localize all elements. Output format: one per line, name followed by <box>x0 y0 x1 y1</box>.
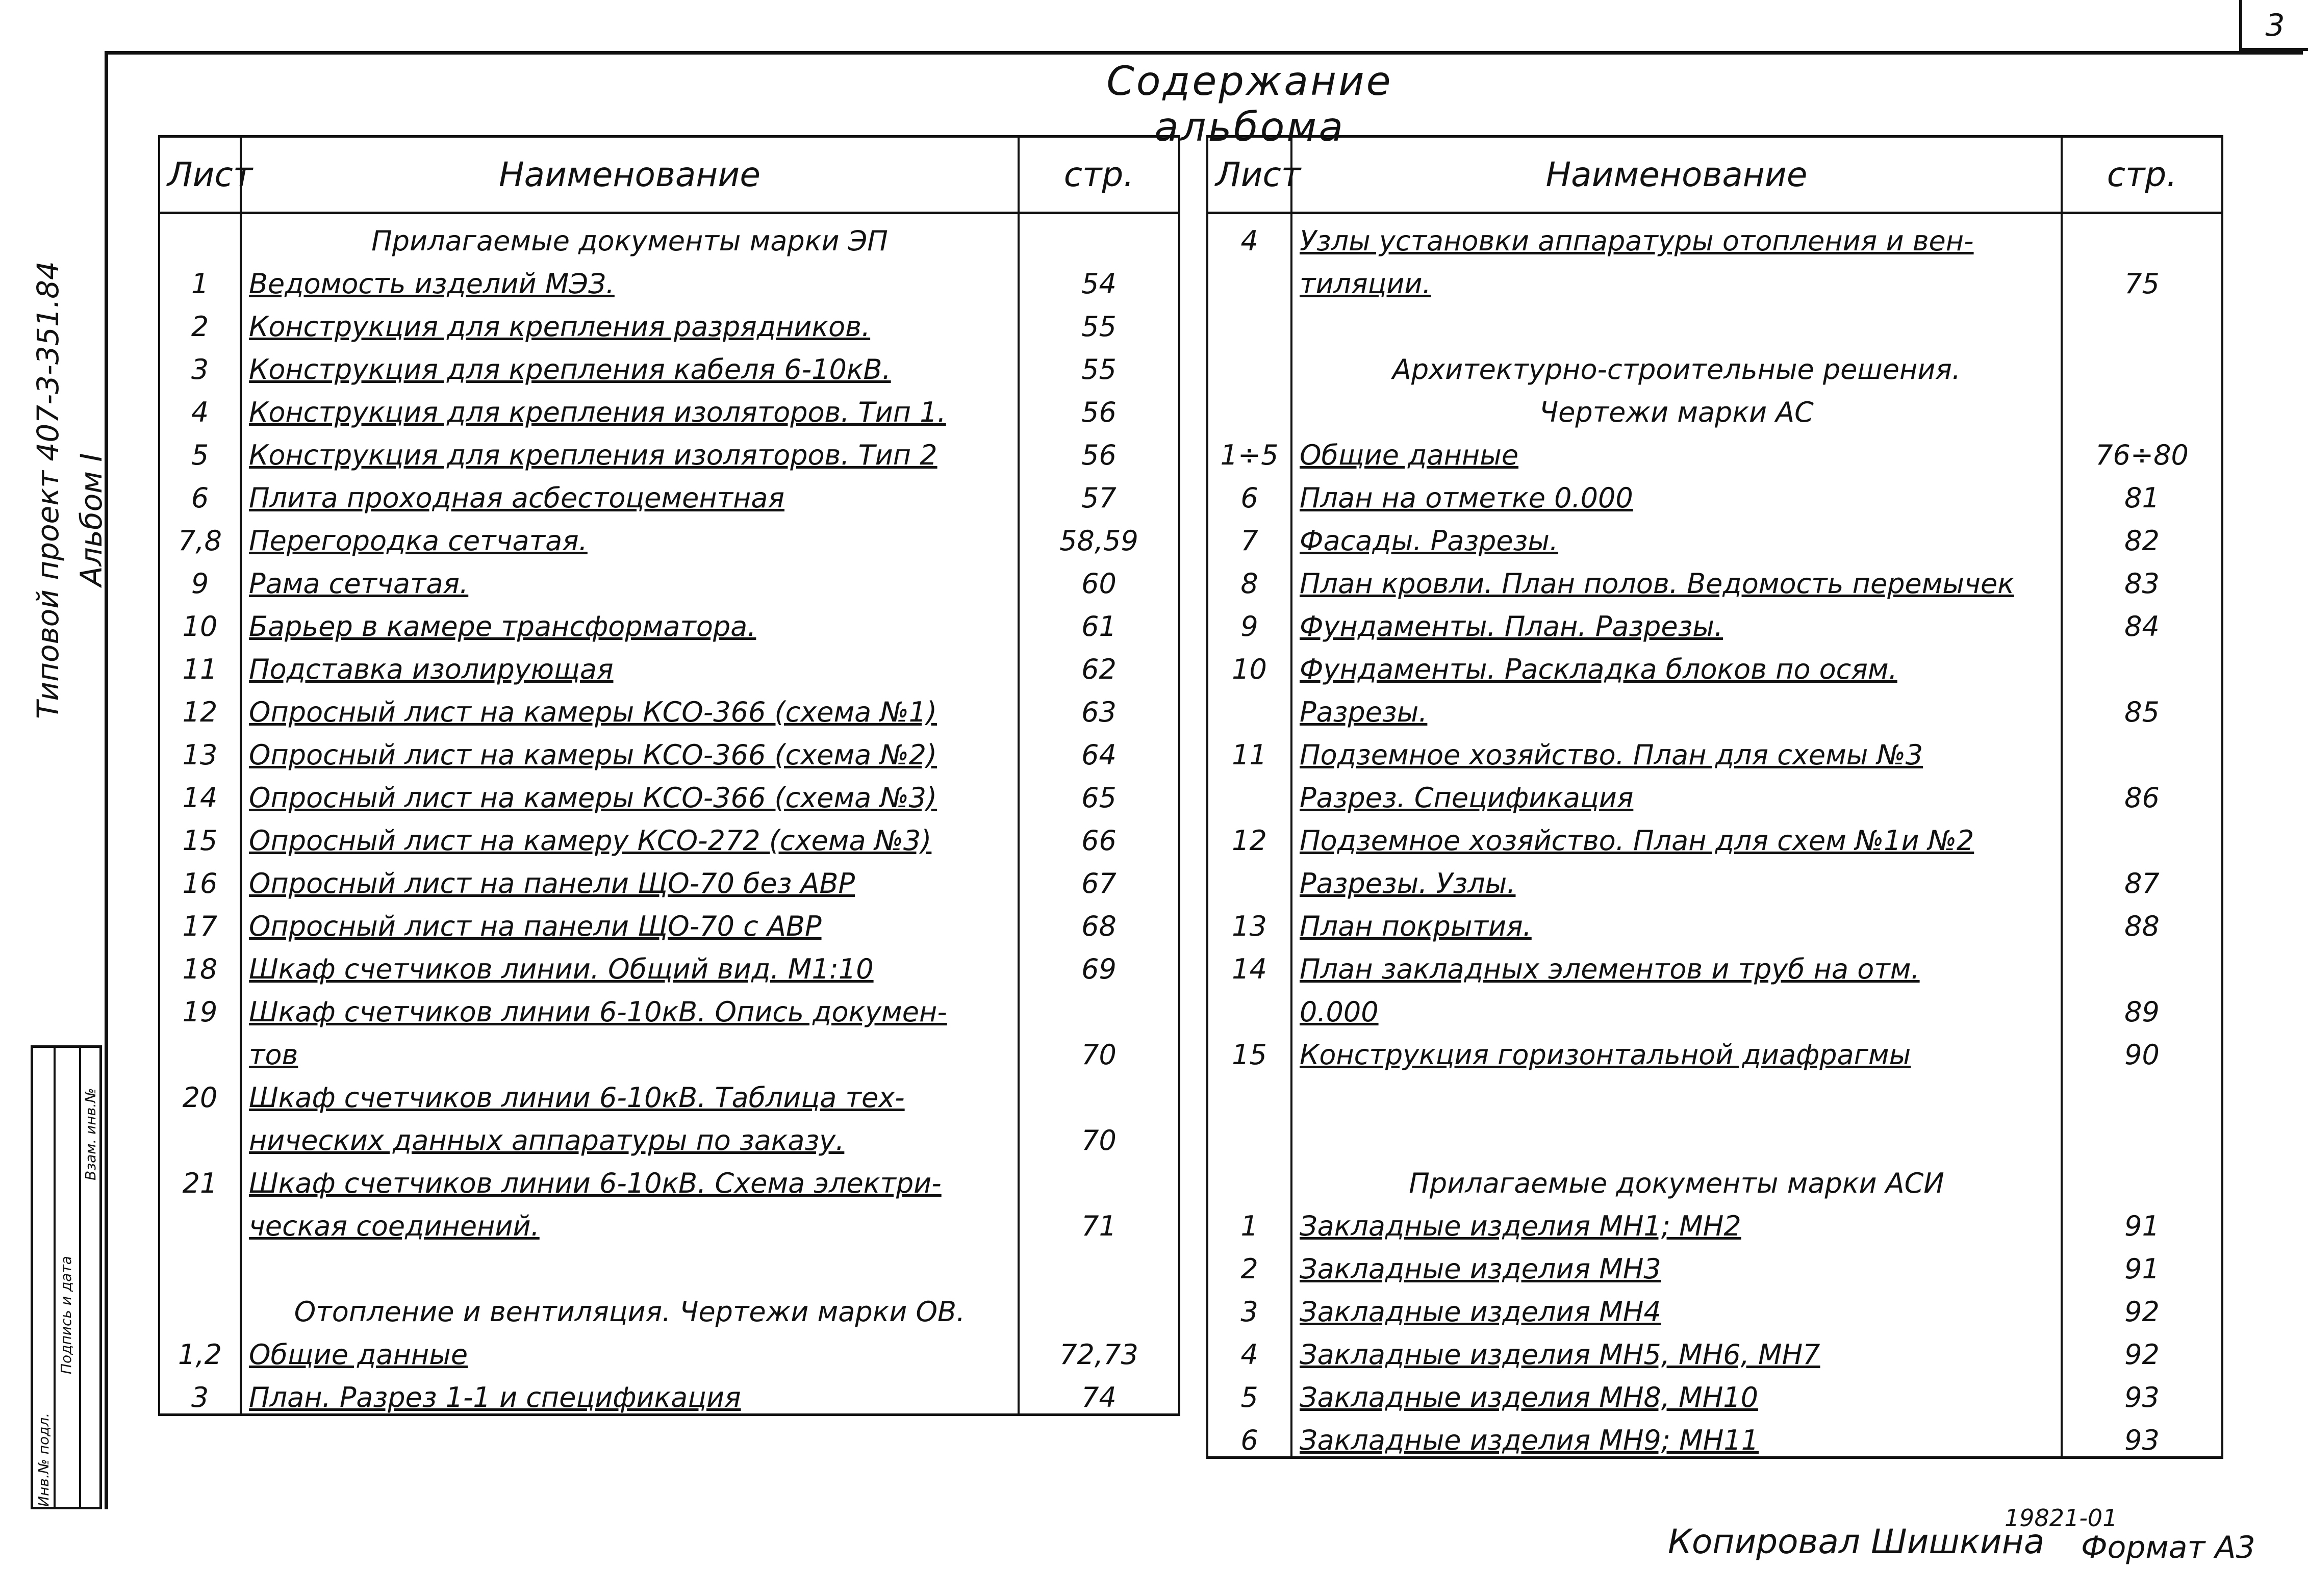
row-sheet-cell: 1,2 <box>159 1328 241 1371</box>
table-row <box>1207 642 2222 685</box>
row-page-cell: 63 <box>1019 685 1179 728</box>
row-sheet-cell: 15 <box>1207 1028 1291 1071</box>
row-page-cell: 64 <box>1019 728 1179 771</box>
column-header-name: Наименование <box>1291 137 2062 213</box>
table-row <box>1207 1114 2222 1156</box>
row-name-cell: План на отметке 0.000 <box>1291 471 2062 514</box>
row-sheet-cell: 13 <box>1207 899 1291 942</box>
row-page-cell: 70 <box>1019 1114 1179 1156</box>
row-sheet-cell: 17 <box>159 899 241 942</box>
row-name-cell: Барьер в камере трансформатора. <box>241 600 1019 642</box>
table-row <box>159 642 1179 685</box>
row-page-cell: 56 <box>1019 385 1179 428</box>
page-title: Содержание альбома <box>1106 59 1393 150</box>
row-sheet-cell: 3 <box>159 1371 241 1415</box>
table-row <box>1207 1413 2222 1458</box>
table-row <box>1207 1071 2222 1114</box>
table-row <box>159 985 1179 1028</box>
row-name-cell: Опросный лист на панели ЩО-70 без АВР <box>241 857 1019 899</box>
row-page-cell: 57 <box>1019 471 1179 514</box>
table-row <box>159 857 1179 899</box>
table-row <box>159 300 1179 343</box>
row-sheet-cell: 1 <box>1207 1199 1291 1242</box>
row-sheet-cell: 14 <box>1207 942 1291 985</box>
row-name-cell: Фундаменты. План. Разрезы. <box>1291 600 2062 642</box>
row-sheet-cell <box>159 1242 241 1285</box>
row-name-cell: Прилагаемые документы марки АСИ <box>1291 1156 2062 1199</box>
row-sheet-cell <box>159 1285 241 1328</box>
row-sheet-cell <box>159 1028 241 1071</box>
stamp-divider <box>54 1048 56 1507</box>
stamp-divider <box>79 1048 81 1507</box>
row-name-cell: Фундаменты. Раскладка блоков по осям. <box>1291 642 2062 685</box>
row-sheet-cell <box>1207 685 1291 728</box>
row-page-cell: 55 <box>1019 300 1179 343</box>
row-name-cell <box>1291 1071 2062 1114</box>
table-row <box>1207 213 2222 258</box>
row-page-cell <box>2062 213 2222 258</box>
row-sheet-cell <box>1207 385 1291 428</box>
row-sheet-cell: 2 <box>1207 1242 1291 1285</box>
table-row <box>1207 1242 2222 1285</box>
row-sheet-cell <box>1207 1114 1291 1156</box>
row-name-cell: Разрезы. Узлы. <box>1291 857 2062 899</box>
row-sheet-cell: 10 <box>1207 642 1291 685</box>
row-page-cell <box>2062 728 2222 771</box>
row-page-cell: 91 <box>2062 1242 2222 1285</box>
row-sheet-cell: 19 <box>159 985 241 1028</box>
row-page-cell: 61 <box>1019 600 1179 642</box>
row-page-cell <box>2062 1071 2222 1114</box>
table-row <box>1207 1199 2222 1242</box>
row-sheet-cell <box>1207 857 1291 899</box>
row-sheet-cell <box>1207 257 1291 300</box>
row-name-cell: Шкаф счетчиков линии 6-10кВ. Таблица тех- <box>241 1071 1019 1114</box>
table-row <box>1207 343 2222 385</box>
table-row <box>1207 428 2222 471</box>
row-page-cell: 87 <box>2062 857 2222 899</box>
row-sheet-cell: 4 <box>1207 213 1291 258</box>
table-row <box>1207 728 2222 771</box>
row-name-cell: Закладные изделия МН1; МН2 <box>1291 1199 2062 1242</box>
table-row <box>159 814 1179 857</box>
row-name-cell: Плита проходная асбестоцементная <box>241 471 1019 514</box>
row-name-cell <box>241 1242 1019 1285</box>
table-row <box>1207 1328 2222 1371</box>
table-row <box>159 343 1179 385</box>
table-row <box>1207 1028 2222 1071</box>
stamp-label: Подпись и дата <box>58 1256 74 1374</box>
table-row <box>159 557 1179 600</box>
row-name-cell: План кровли. План полов. Ведомость перемычек <box>1291 557 2062 600</box>
row-page-cell: 56 <box>1019 428 1179 471</box>
row-page-cell <box>2062 1114 2222 1156</box>
table-row <box>159 1328 1179 1371</box>
table-row <box>159 942 1179 985</box>
row-name-cell: Шкаф счетчиков линии 6-10кВ. Опись докумен- <box>241 985 1019 1028</box>
table-row <box>159 899 1179 942</box>
table-row <box>1207 1156 2222 1199</box>
row-page-cell: 92 <box>2062 1285 2222 1328</box>
table-row <box>159 385 1179 428</box>
table-row <box>1207 899 2222 942</box>
row-sheet-cell: 5 <box>159 428 241 471</box>
row-page-cell <box>2062 942 2222 985</box>
table-row <box>159 471 1179 514</box>
row-page-cell: 66 <box>1019 814 1179 857</box>
row-page-cell: 71 <box>1019 1199 1179 1242</box>
table-header-row <box>159 137 1179 213</box>
column-header-page: стр. <box>2062 137 2222 213</box>
table-row <box>1207 857 2222 899</box>
row-page-cell: 74 <box>1019 1371 1179 1415</box>
row-sheet-cell: 4 <box>1207 1328 1291 1371</box>
row-page-cell <box>1019 1156 1179 1199</box>
table-row <box>159 1156 1179 1199</box>
row-sheet-cell: 2 <box>159 300 241 343</box>
row-page-cell: 62 <box>1019 642 1179 685</box>
row-name-cell: Опросный лист на камеры КСО-366 (схема №1) <box>241 685 1019 728</box>
table-row <box>159 1114 1179 1156</box>
table-row <box>159 1199 1179 1242</box>
row-page-cell: 91 <box>2062 1199 2222 1242</box>
row-name-cell: План закладных элементов и труб на отм. <box>1291 942 2062 985</box>
row-sheet-cell: 13 <box>159 728 241 771</box>
row-name-cell: Опросный лист на панели ЩО-70 с АВР <box>241 899 1019 942</box>
row-sheet-cell: 11 <box>159 642 241 685</box>
row-page-cell: 93 <box>2062 1413 2222 1458</box>
row-page-cell: 84 <box>2062 600 2222 642</box>
row-page-cell: 54 <box>1019 257 1179 300</box>
row-page-cell: 70 <box>1019 1028 1179 1071</box>
row-page-cell <box>2062 300 2222 343</box>
table-row <box>1207 942 2222 985</box>
contents-table-left <box>158 135 1180 1416</box>
row-page-cell <box>1019 1285 1179 1328</box>
column-header-name: Наименование <box>241 137 1019 213</box>
row-sheet-cell: 1 <box>159 257 241 300</box>
table-row <box>1207 257 2222 300</box>
copied-by-signature: Копировал Шишкина <box>1668 1522 2045 1561</box>
row-name-cell: Общие данные <box>1291 428 2062 471</box>
row-name-cell: Шкаф счетчиков линии 6-10кВ. Схема электри- <box>241 1156 1019 1199</box>
row-name-cell: Опросный лист на камеры КСО-366 (схема №3) <box>241 771 1019 814</box>
row-sheet-cell <box>1207 343 1291 385</box>
row-page-cell <box>2062 814 2222 857</box>
row-page-cell <box>1019 1242 1179 1285</box>
row-name-cell: Разрез. Спецификация <box>1291 771 2062 814</box>
row-page-cell: 92 <box>2062 1328 2222 1371</box>
row-sheet-cell: 8 <box>1207 557 1291 600</box>
row-page-cell: 90 <box>2062 1028 2222 1071</box>
side-project-label: Типовой проект 407-3-351.84 <box>31 261 65 719</box>
table-row <box>159 428 1179 471</box>
row-sheet-cell <box>159 1114 241 1156</box>
row-name-cell: Конструкция горизонтальной диафрагмы <box>1291 1028 2062 1071</box>
row-sheet-cell: 14 <box>159 771 241 814</box>
row-name-cell: Узлы установки аппаратуры отопления и вен- <box>1291 213 2062 258</box>
row-page-cell: 88 <box>2062 899 2222 942</box>
table-row <box>159 1071 1179 1114</box>
table-row <box>159 1028 1179 1071</box>
row-page-cell: 55 <box>1019 343 1179 385</box>
row-name-cell: Архитектурно-строительные решения. <box>1291 343 2062 385</box>
row-page-cell <box>2062 1156 2222 1199</box>
row-page-cell: 93 <box>2062 1371 2222 1413</box>
row-name-cell: Ведомость изделий МЭЗ. <box>241 257 1019 300</box>
row-name-cell: Опросный лист на камеры КСО-366 (схема №2) <box>241 728 1019 771</box>
row-name-cell: Закладные изделия МН9; МН11 <box>1291 1413 2062 1458</box>
row-sheet-cell: 12 <box>1207 814 1291 857</box>
row-sheet-cell: 20 <box>159 1071 241 1114</box>
row-sheet-cell: 6 <box>1207 471 1291 514</box>
row-name-cell: Общие данные <box>241 1328 1019 1371</box>
row-name-cell: Шкаф счетчиков линии. Общий вид. М1:10 <box>241 942 1019 985</box>
row-sheet-cell: 6 <box>159 471 241 514</box>
sheet-number: 3 <box>2239 0 2308 51</box>
row-page-cell: 72,73 <box>1019 1328 1179 1371</box>
row-sheet-cell <box>1207 771 1291 814</box>
row-page-cell: 83 <box>2062 557 2222 600</box>
table-row <box>1207 1371 2222 1413</box>
row-sheet-cell: 7 <box>1207 514 1291 557</box>
row-name-cell: Закладные изделия МН4 <box>1291 1285 2062 1328</box>
row-name-cell: Разрезы. <box>1291 685 2062 728</box>
row-page-cell: 75 <box>2062 257 2222 300</box>
row-sheet-cell: 21 <box>159 1156 241 1199</box>
row-name-cell <box>1291 1114 2062 1156</box>
row-page-cell: 69 <box>1019 942 1179 985</box>
row-sheet-cell: 9 <box>159 557 241 600</box>
row-page-cell: 60 <box>1019 557 1179 600</box>
row-sheet-cell <box>1207 1071 1291 1114</box>
row-page-cell <box>1019 985 1179 1028</box>
row-page-cell: 68 <box>1019 899 1179 942</box>
row-name-cell: Подземное хозяйство. План для схем №1и №2 <box>1291 814 2062 857</box>
table-header-row <box>1207 137 2222 213</box>
table-row <box>1207 771 2222 814</box>
row-name-cell: Закладные изделия МН5, МН6, МН7 <box>1291 1328 2062 1371</box>
row-sheet-cell: 16 <box>159 857 241 899</box>
row-page-cell <box>1019 213 1179 258</box>
row-name-cell: Отопление и вентиляция. Чертежи марки ОВ. <box>241 1285 1019 1328</box>
row-sheet-cell: 12 <box>159 685 241 728</box>
table-row <box>159 1242 1179 1285</box>
stamp-label: Взам. инв.№ <box>82 1088 99 1180</box>
row-sheet-cell <box>159 1199 241 1242</box>
row-name-cell: Рама сетчатая. <box>241 557 1019 600</box>
paper-format: Формат А3 <box>2081 1530 2255 1565</box>
row-sheet-cell <box>1207 1156 1291 1199</box>
row-page-cell: 85 <box>2062 685 2222 728</box>
column-header-page: стр. <box>1019 137 1179 213</box>
table-row <box>1207 685 2222 728</box>
row-name-cell: Закладные изделия МН8, МН10 <box>1291 1371 2062 1413</box>
row-name-cell: Конструкция для крепления разрядников. <box>241 300 1019 343</box>
row-sheet-cell: 1÷5 <box>1207 428 1291 471</box>
row-sheet-cell: 5 <box>1207 1371 1291 1413</box>
row-name-cell: План. Разрез 1-1 и спецификация <box>241 1371 1019 1415</box>
drawing-number: 19821-01 <box>2005 1504 2118 1532</box>
row-name-cell: тиляции. <box>1291 257 2062 300</box>
row-page-cell: 89 <box>2062 985 2222 1028</box>
row-name-cell: Конструкция для крепления изоляторов. Тип 1. <box>241 385 1019 428</box>
row-sheet-cell: 10 <box>159 600 241 642</box>
table-row <box>159 213 1179 258</box>
row-name-cell: Чертежи марки АС <box>1291 385 2062 428</box>
row-sheet-cell: 11 <box>1207 728 1291 771</box>
table-row <box>159 1371 1179 1415</box>
stamp-label: Инв.№ подл. <box>35 1412 52 1507</box>
table-row <box>1207 600 2222 642</box>
row-name-cell: ческая соединений. <box>241 1199 1019 1242</box>
approval-stamp <box>31 1045 102 1509</box>
row-name-cell: Фасады. Разрезы. <box>1291 514 2062 557</box>
table-row <box>159 600 1179 642</box>
row-sheet-cell: 6 <box>1207 1413 1291 1458</box>
row-page-cell <box>2062 385 2222 428</box>
table-row <box>1207 514 2222 557</box>
row-sheet-cell <box>1207 300 1291 343</box>
row-name-cell: тов <box>241 1028 1019 1071</box>
row-name-cell: Перегородка сетчатая. <box>241 514 1019 557</box>
row-sheet-cell: 3 <box>159 343 241 385</box>
row-page-cell: 86 <box>2062 771 2222 814</box>
row-name-cell: Прилагаемые документы марки ЭП <box>241 213 1019 258</box>
row-page-cell: 76÷80 <box>2062 428 2222 471</box>
row-name-cell: Закладные изделия МН3 <box>1291 1242 2062 1285</box>
row-page-cell <box>2062 642 2222 685</box>
row-sheet-cell: 18 <box>159 942 241 985</box>
side-album-label: Альбом I <box>74 453 109 586</box>
row-page-cell <box>1019 1071 1179 1114</box>
row-page-cell <box>2062 343 2222 385</box>
row-name-cell: План покрытия. <box>1291 899 2062 942</box>
row-name-cell: Подставка изолирующая <box>241 642 1019 685</box>
row-name-cell: Подземное хозяйство. План для схемы №3 <box>1291 728 2062 771</box>
row-sheet-cell: 3 <box>1207 1285 1291 1328</box>
table-row <box>1207 471 2222 514</box>
row-sheet-cell <box>1207 985 1291 1028</box>
table-row <box>159 514 1179 557</box>
row-page-cell: 65 <box>1019 771 1179 814</box>
row-page-cell: 58,59 <box>1019 514 1179 557</box>
row-page-cell: 81 <box>2062 471 2222 514</box>
row-sheet-cell: 4 <box>159 385 241 428</box>
table-row <box>159 771 1179 814</box>
table-row <box>1207 985 2222 1028</box>
table-row <box>159 685 1179 728</box>
row-name-cell: нических данных аппаратуры по заказу. <box>241 1114 1019 1156</box>
row-name-cell: Конструкция для крепления изоляторов. Тип 2 <box>241 428 1019 471</box>
row-sheet-cell <box>159 213 241 258</box>
contents-table-right <box>1206 135 2223 1459</box>
row-sheet-cell: 15 <box>159 814 241 857</box>
column-header-sheet: Лист <box>1207 137 1291 213</box>
table-row <box>1207 557 2222 600</box>
row-sheet-cell: 9 <box>1207 600 1291 642</box>
column-header-sheet: Лист <box>159 137 241 213</box>
table-row <box>1207 300 2222 343</box>
table-row <box>159 257 1179 300</box>
table-row <box>1207 814 2222 857</box>
table-row <box>159 1285 1179 1328</box>
row-name-cell: 0.000 <box>1291 985 2062 1028</box>
row-name-cell: Опросный лист на камеру КСО-272 (схема №3) <box>241 814 1019 857</box>
row-sheet-cell: 7,8 <box>159 514 241 557</box>
row-page-cell: 82 <box>2062 514 2222 557</box>
table-row <box>1207 1285 2222 1328</box>
row-name-cell <box>1291 300 2062 343</box>
row-page-cell: 67 <box>1019 857 1179 899</box>
table-row <box>1207 385 2222 428</box>
row-name-cell: Конструкция для крепления кабеля 6-10кВ. <box>241 343 1019 385</box>
table-row <box>159 728 1179 771</box>
